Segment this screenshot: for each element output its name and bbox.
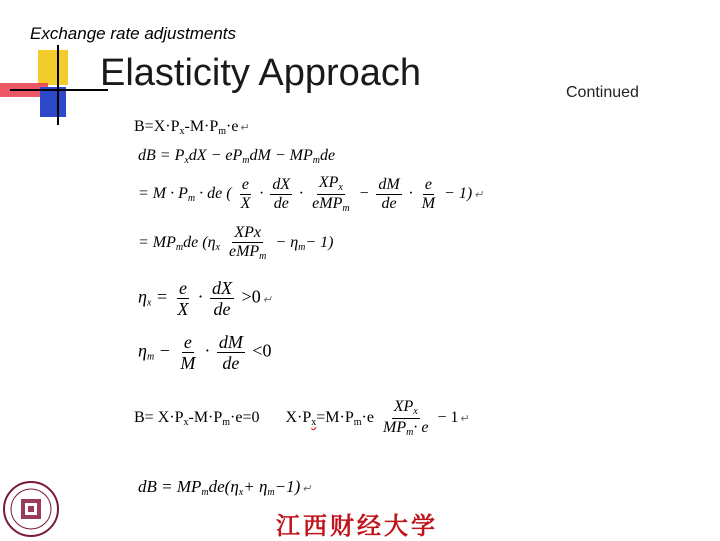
university-name: 江西财经大学 bbox=[276, 511, 438, 540]
slide-title: Elasticity Approach bbox=[100, 52, 422, 94]
equation-balance: $B=X\cdot P_x-M\cdot P_m\cdot e$ ↵ bbox=[134, 118, 250, 137]
equation-import-elasticity: $\eta_m$ − $\frac{e}{M}$ · $\frac{dM}{de}$ <0 bbox=[138, 332, 272, 373]
equation-differential: dB = $P_xdX - eP_mdM - MP_mde$ bbox=[138, 147, 336, 166]
slide-header: Exchange rate adjustments bbox=[30, 24, 237, 43]
equation-result: dB = $MP_mde(\eta_x+ \eta_m-1)$ ↵ bbox=[138, 477, 312, 498]
continued-label: Continued bbox=[566, 84, 639, 101]
corner-decoration-icon bbox=[0, 45, 110, 125]
university-seal-icon bbox=[2, 480, 60, 538]
equation-elasticity-form: = $MP_mde$ ($\eta_x$ $\frac{\text{XPx}}{eMP_m}$ − $\eta_m- 1$) bbox=[138, 224, 334, 262]
equation-export-elasticity: $\eta_x$ = $\frac{e}{X}$ · $\frac{dX}{de}$ >0 ↵ bbox=[138, 278, 272, 319]
equation-expanded: = $M \cdot P_m$ · de ( $\frac{e}{X}$ · $\frac{dX}{de}$ · $\frac{XP_x}{eMP_m}$ − $\frac{dM}{de}$ · $\frac{e}{M}$ − 1) ↵ bbox=[138, 174, 484, 214]
equation-equilibrium: $B= X\cdot P_x-M\cdot P_m\cdot e=0$ $X\cdot P_x=M\cdot P_m\cdot e$ $\frac{XP_x}{MP_m\cdot e}$ − 1 ↵ bbox=[134, 398, 470, 438]
